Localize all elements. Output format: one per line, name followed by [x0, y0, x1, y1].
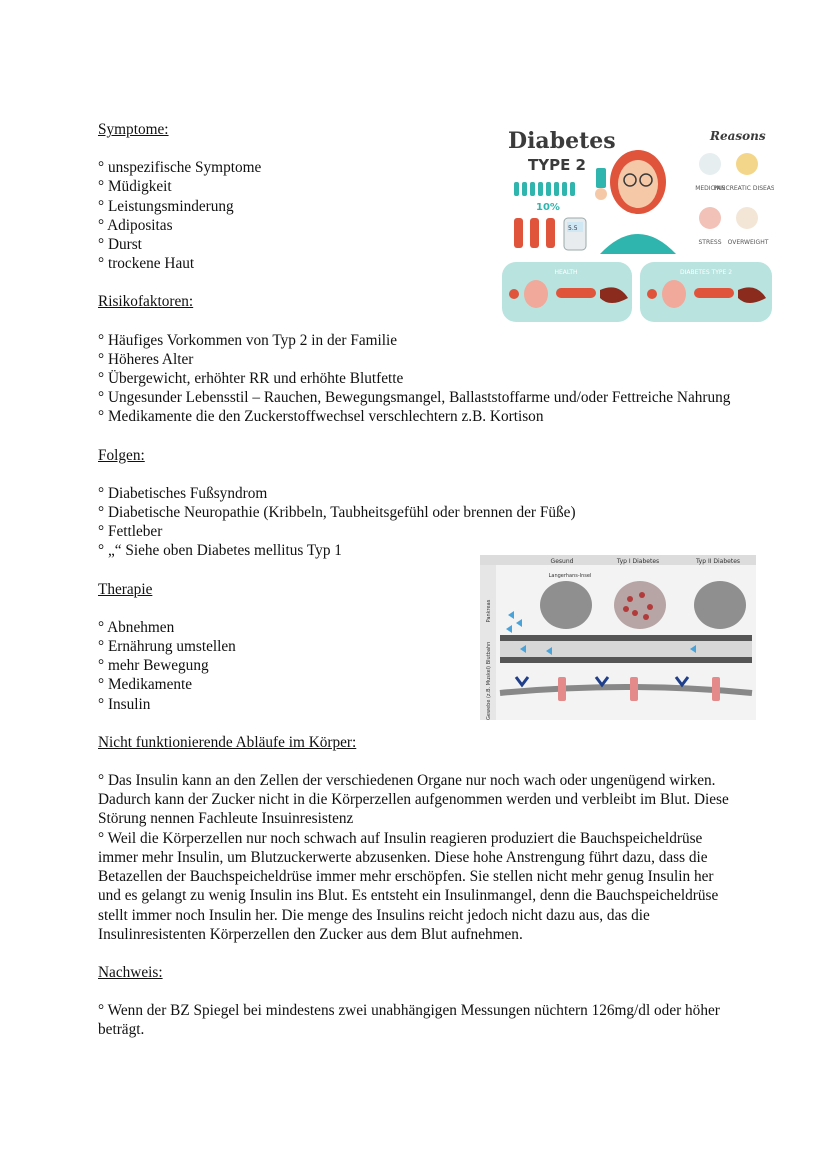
list-item: ° Häufiges Vorkommen von Typ 2 in der Familie: [98, 331, 398, 349]
column-header: Typ I Diabetes: [616, 558, 660, 565]
column-header: Gesund: [550, 558, 574, 565]
reason-label: OVERWEIGHT: [727, 239, 769, 246]
processes-heading: Nicht funktionierende Abläufe im Körper:: [98, 733, 357, 751]
list-item: ° Höheres Alter: [98, 350, 194, 368]
processes-paragraph-2: ° Weil die Körperzellen nur noch schwach auf Insulin reagieren produziert die Bauchspeicheldrüse immer mehr Insulin, um Blutzuckerwerte abzusenken. Diese hohe Anstrengung führt dazu, dass die Betazellen der Bauchspeicheldrüse immer mehr erschöpfen. Sie stellen nicht mehr genug Insulin her und es gelangt zu wenig Insulin ins Blut. Es entsteht ein Insulinmangel, denn die Bauchspeicheldrüse stellt immer noch Insulin her. Die menge des Insulins reicht jedoch nicht dazu aus, das die Insulinresistenten Körperzellen den Zucker aus dem Blut aufnehmen.: [98, 829, 719, 943]
consequences-list: [98, 484, 738, 561]
consequences-heading: Folgen:: [98, 446, 145, 464]
diabetes-panel-label: DIABETES TYPE 2: [679, 269, 733, 276]
infographic-title: Diabetes: [508, 128, 616, 154]
list-item: ° Übergewicht, erhöhter RR und erhöhte Blutfette: [98, 370, 404, 388]
list-item: ° trockene Haut: [98, 255, 195, 273]
comparison-illustration: [480, 555, 756, 720]
list-item: ° Fettleber: [98, 523, 163, 541]
row-label: Blutbahn: [486, 641, 492, 665]
evidence-paragraph: ° Wenn der BZ Spiegel bei mindestens zwei unabhängigen Messungen nüchtern 126mg/dl oder höher beträgt.: [98, 1002, 720, 1039]
health-panel-label: HEALTH: [554, 269, 578, 276]
list-item: ° Leistungsminderung: [98, 197, 234, 215]
symptoms-heading: Symptome:: [98, 121, 169, 138]
list-item: ° „“ Siehe oben Diabetes mellitus Typ 1: [98, 542, 342, 560]
diabetes-infographic: [500, 122, 774, 326]
list-item: ° Abnehmen: [98, 618, 175, 636]
cell-label: Langerhans-Insel: [548, 573, 592, 579]
row-label: Pankreas: [486, 599, 492, 623]
list-item: ° Müdigkeit: [98, 178, 172, 196]
infographic-subtitle: TYPE 2: [528, 156, 586, 174]
evidence-heading: Nachweis:: [98, 963, 163, 981]
list-item: ° mehr Bewegung: [98, 657, 209, 675]
list-item: ° unspezifische Symptome: [98, 159, 262, 177]
meter-value: 5.5: [568, 225, 578, 232]
reason-label: MEDICINE: [695, 185, 725, 192]
list-item: ° Diabetische Neuropathie (Kribbeln, Taubheitsgefühl oder brennen der Füße): [98, 504, 576, 522]
infographic-percent: 10%: [536, 202, 560, 213]
list-item: ° Insulin: [98, 695, 151, 713]
risk-heading: Risikofaktoren:: [98, 293, 194, 311]
list-item: ° Ungesunder Lebensstil – Rauchen, Bewegungsmangel, Ballaststoffarme und/oder Fettreiche Nahrung: [98, 389, 731, 407]
glucose-meter-icon: [564, 218, 586, 250]
list-item: ° Medikamente die den Zuckerstoffwechsel verschlechtern z.B. Kortison: [98, 408, 544, 426]
list-item: ° Adipositas: [98, 216, 173, 234]
reason-label: STRESS: [698, 239, 722, 246]
therapy-heading: Therapie: [98, 580, 153, 598]
test-tube-icon: [514, 218, 555, 248]
row-label: Gewebe (z.B. Muskel): [486, 666, 492, 720]
processes-paragraph-1: ° Das Insulin kann an den Zellen der verschiedenen Organe nur noch wach oder ungenügend wirken. Dadurch kann der Zucker nicht in die Körperzellen aufgenommen werden und verbleibt im Blut. Diese Störung nennen Fachleute Insuinresistenz: [98, 772, 729, 828]
diabetes-comparison-diagram: [480, 555, 756, 720]
reasons-title: Reasons: [710, 129, 766, 143]
list-item: ° Medikamente: [98, 676, 193, 694]
column-header: Typ II Diabetes: [695, 558, 741, 565]
reason-label: PANCREATIC DISEAS: [713, 185, 774, 192]
risk-list: [98, 331, 738, 427]
list-item: ° Ernährung umstellen: [98, 638, 236, 656]
list-item: ° Diabetisches Fußsyndrom: [98, 484, 268, 502]
infographic-illustration: [500, 122, 774, 326]
list-item: ° Durst: [98, 236, 142, 254]
